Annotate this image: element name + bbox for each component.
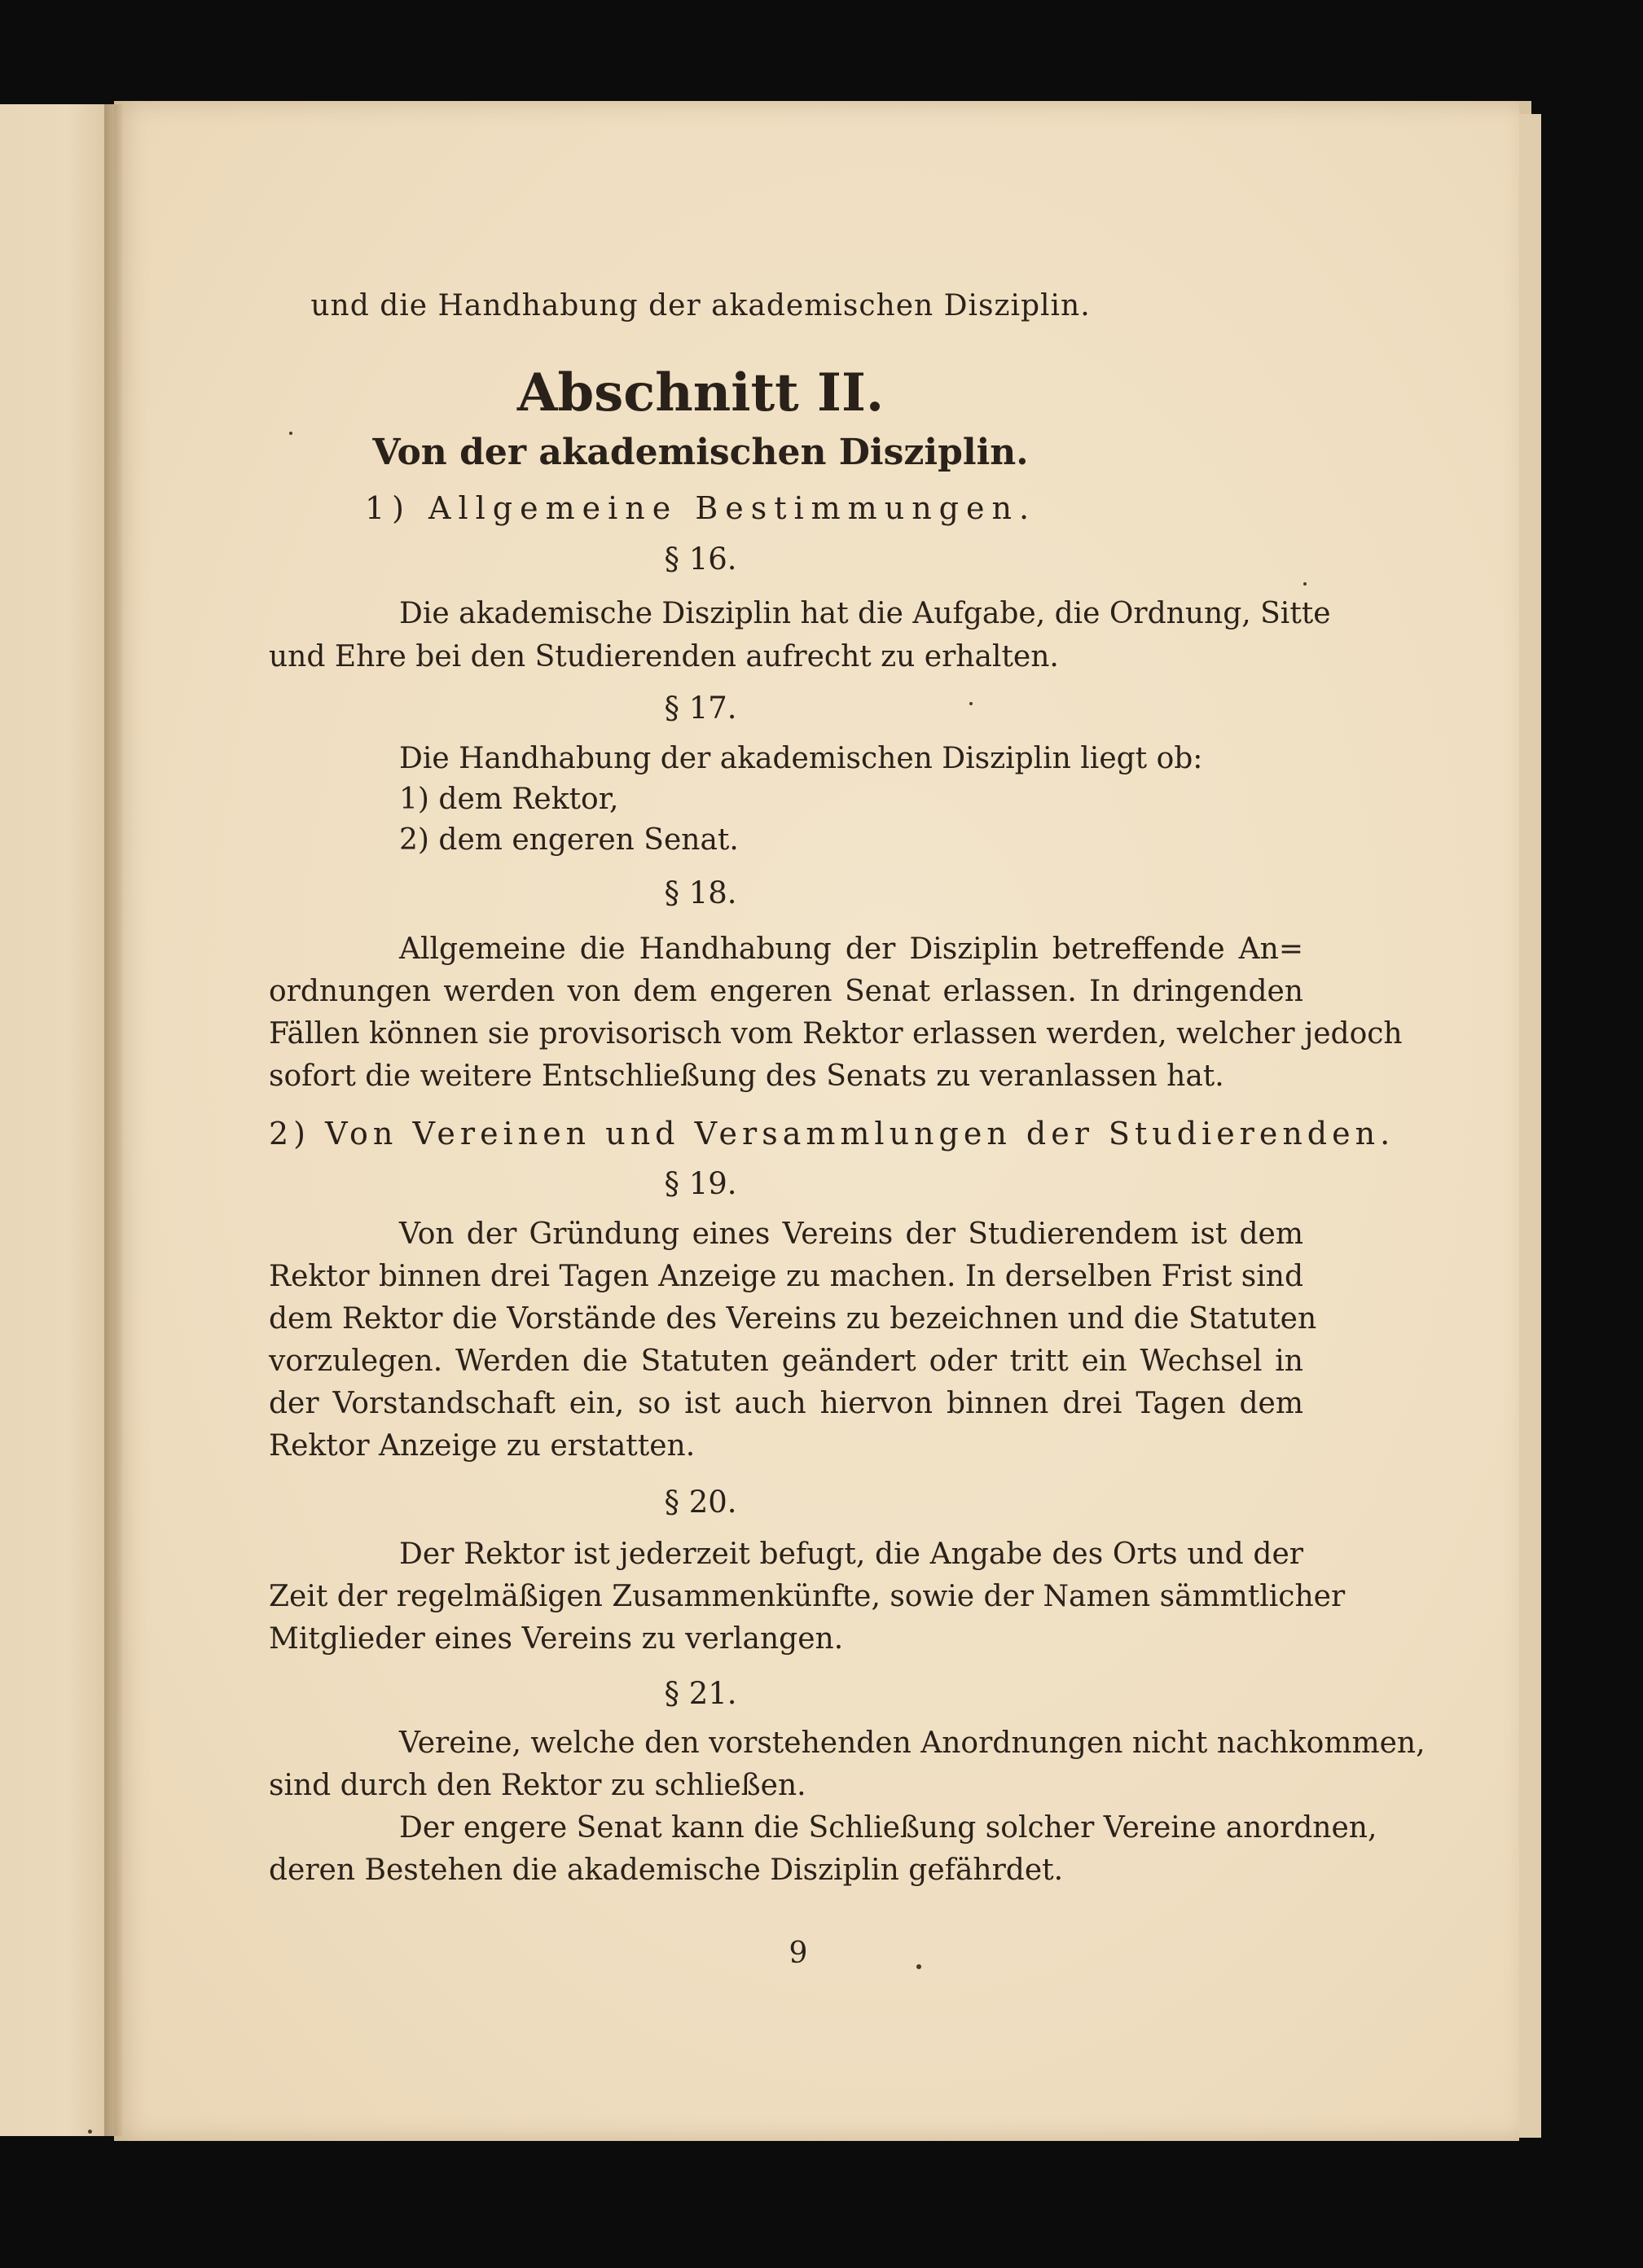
paper-speck <box>289 432 292 435</box>
paragraph-18-line: sofort die weitere Entschließung des Senats zu veranlassen hat. <box>269 1059 1224 1093</box>
paragraph-19-line: der Vorstandschaft ein, so ist auch hiervon binnen drei Tagen dem <box>269 1387 1303 1420</box>
paragraph-21-line: deren Bestehen die akademische Disziplin gefährdet. <box>269 1853 1064 1887</box>
paper-speck <box>88 2130 92 2134</box>
paper-speck <box>969 702 973 705</box>
paragraph-20-line: Zeit der regelmäßigen Zusammenkünfte, sowie der Namen sämmtlicher <box>269 1580 1346 1613</box>
subsection-heading-2: 2) Von Vereinen und Versammlungen der Studierenden. <box>269 1116 1395 1152</box>
paragraph-16-line: Die akademische Disziplin hat die Aufgabe, die Ordnung, Sitte <box>399 597 1331 630</box>
paragraph-mark-17: § 17. <box>664 691 737 726</box>
paragraph-19-line: dem Rektor die Vorstände des Vereins zu bezeichnen und die Statuten <box>269 1302 1317 1336</box>
paragraph-mark-18: § 18. <box>664 875 737 910</box>
paragraph-17-item: 2) dem engeren Senat. <box>399 823 739 857</box>
subsection-heading-1: 1) Allgemeine Bestimmungen. <box>364 490 1037 526</box>
paragraph-19-line: vorzulegen. Werden die Statuten geändert oder tritt ein Wechsel in <box>269 1345 1303 1378</box>
paragraph-16-line: und Ehre bei den Studierenden aufrecht zu erhalten. <box>269 640 1059 673</box>
paper-speck <box>916 1964 921 1969</box>
paragraph-19-line: Rektor Anzeige zu erstatten. <box>269 1429 696 1463</box>
paragraph-19-line: Rektor binnen drei Tagen Anzeige zu machen. In derselben Frist sind <box>269 1260 1303 1293</box>
paragraph-18-line: Allgemeine die Handhabung der Disziplin betreffende An= <box>399 932 1303 966</box>
paragraph-19-line: Von der Gründung eines Vereins der Studierendem ist dem <box>399 1217 1303 1251</box>
section-subtitle: Von der akademischen Disziplin. <box>372 432 1029 473</box>
paragraph-mark-21: § 21. <box>664 1676 737 1711</box>
paper-speck <box>1303 582 1307 586</box>
section-title: Abschnitt II. <box>516 362 885 423</box>
running-head: und die Handhabung der akademischen Disziplin. <box>310 289 1091 322</box>
book-gutter <box>104 104 122 2136</box>
paragraph-18-line: Fällen können sie provisorisch vom Rektor erlassen werden, welcher jedoch <box>269 1017 1403 1051</box>
paragraph-17-line: Die Handhabung der akademischen Disziplin liegt ob: <box>399 742 1203 775</box>
page-number: 9 <box>789 1937 808 1970</box>
paragraph-21-line: Vereine, welche den vorstehenden Anordnungen nicht nachkommen, <box>399 1726 1426 1760</box>
paragraph-mark-19: § 19. <box>664 1166 737 1201</box>
paragraph-20-line: Der Rektor ist jederzeit befugt, die Angabe des Orts und der <box>399 1538 1303 1571</box>
paragraph-18-line: ordnungen werden von dem engeren Senat erlassen. In dringenden <box>269 975 1303 1008</box>
paragraph-21-line: Der engere Senat kann die Schließung solcher Vereine anordnen, <box>399 1811 1377 1845</box>
paragraph-21-line: sind durch den Rektor zu schließen. <box>269 1769 806 1802</box>
left-page-edge <box>0 104 114 2136</box>
paragraph-mark-20: § 20. <box>664 1485 737 1520</box>
paragraph-mark-16: § 16. <box>664 542 737 577</box>
paragraph-20-line: Mitglieder eines Vereins zu verlangen. <box>269 1622 844 1656</box>
paragraph-17-item: 1) dem Rektor, <box>399 783 619 816</box>
